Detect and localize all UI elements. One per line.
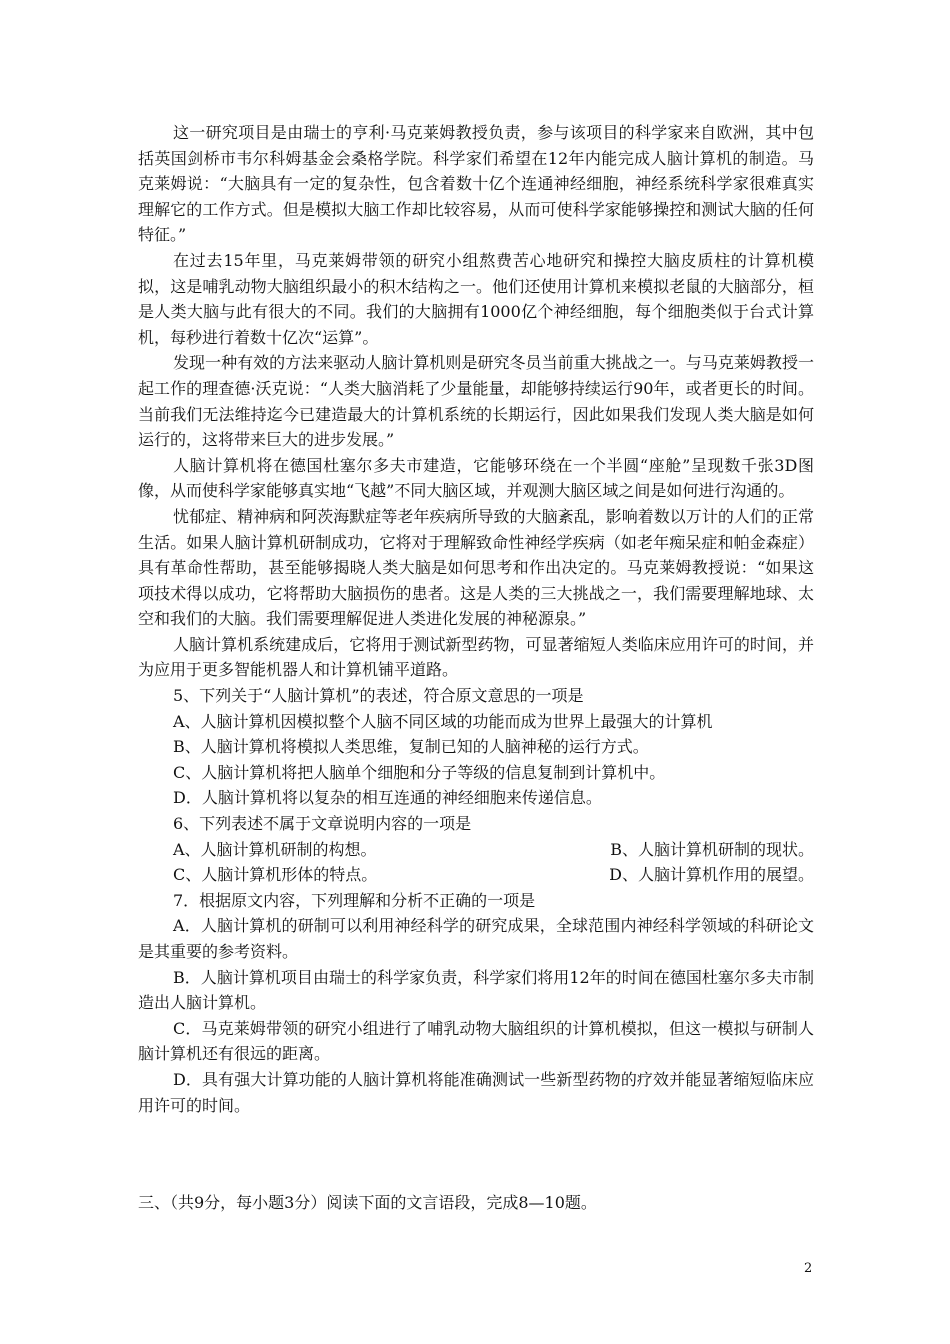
question-7-option-c: C．马克莱姆带领的研究小组进行了哺乳动物大脑组织的计算机模拟，但这一模拟与研制人脑计算机还有很远的距离。 [138,1018,814,1064]
question-6-option-b: B、人脑计算机研制的现状。 [610,839,814,859]
question-5-option-a: A、人脑计算机因模拟整个人脑不同区域的功能而成为世界上最强大的计算机 [173,711,713,731]
question-5-option-d: D．人脑计算机将以复杂的相互连通的神经细胞来传递信息。 [173,788,602,808]
question-5-option-b: B、人脑计算机将模拟人类思维，复制已知的人脑神秘的运行方式。 [173,737,649,757]
paragraph: 人脑计算机系统建成后，它将用于测试新型药物，可显著缩短人类临床应用许可的时间，并为应用于更多智能机器人和计算机铺平道路。 [138,634,814,680]
question-5-stem: 5、下列关于“人脑计算机”的表述，符合原文意思的一项是 [173,686,584,706]
page-number: 2 [804,1261,813,1276]
paragraph: 人脑计算机将在德国杜塞尔多夫市建造，它能够环绕在一个半圆“座舱”呈现数千张3D图像，从而使科学家能够真实地“飞越”不同大脑区域，并观测大脑区域之间是如何进行沟通的。 [138,455,814,501]
paragraph: 忧郁症、精神病和阿茨海默症等老年疾病所导致的大脑紊乱，影响着数以万计的人们的正常生活。如果人脑计算机研制成功，它将对于理解致命性神经学疾病（如老年痴呆症和帕金森症）具有革命性帮助，甚至能够揭晓人类大脑是如何思考和作出决定的。马克莱姆教授说：“如果这项技术得以成功，它将帮助大脑损伤的患者。这是人类的三大挑战之一，我们需要理解地球、太空和我们的大脑。我们需要理解促进人类进化发展的神秘源泉。” [138,506,814,629]
question-7-option-d: D．具有强大计算功能的人脑计算机将能准确测试一些新型药物的疗效并能显著缩短临床应用许可的时间。 [138,1069,814,1115]
paragraph: 发现一种有效的方法来驱动人脑计算机则是研究冬员当前重大挑战之一。与马克莱姆教授一起工作的理查德·沃克说：“人类大脑消耗了少量能量，却能够持续运行90年，或者更长的时间。当前我们无法维持迄今已建造最大的计算机系统的长期运行，因此如果我们发现人类大脑是如何运行的，这将带来巨大的进步发展。” [138,353,814,450]
question-6-options-row-1 [138,837,814,863]
reading-passage [138,120,814,1118]
section-3-heading: 三、（共9分，每小题3分）阅读下面的文言语段，完成8—10题。 [138,1193,597,1212]
question-6-option-d: D、人脑计算机作用的展望。 [609,865,814,885]
question-7-stem: 7．根据原文内容，下列理解和分析不正确的一项是 [173,890,536,910]
question-5-option-c: C、人脑计算机将把人脑单个细胞和分子等级的信息复制到计算机中。 [173,762,666,782]
question-6-options-row-2 [138,862,814,888]
question-6-option-a: A、人脑计算机研制的构想。 [173,839,377,859]
paragraph: 这一研究项目是由瑞士的亨利·马克莱姆教授负责，参与该项目的科学家来自欧洲，其中包括英国剑桥市韦尔科姆基金会桑格学院。科学家们希望在12年内能完成人脑计算机的制造。马克莱姆说：“大脑具有一定的复杂性，包含着数十亿个连通神经细胞，神经系统科学家很难真实理解它的工作方式。但是模拟大脑工作却比较容易，从而可使科学家能够操控和测试大脑的任何特征。” [138,123,814,245]
question-6-option-c: C、人脑计算机形体的特点。 [173,865,378,885]
question-7-option-a: A．人脑计算机的研制可以利用神经科学的研究成果，全球范围内神经科学领域的科研论文是其重要的参考资料。 [138,916,814,961]
question-6-stem: 6、下列表述不属于文章说明内容的一项是 [173,814,472,834]
question-7-option-b: B．人脑计算机项目由瑞士的科学家负责，科学家们将用12年的时间在德国杜塞尔多夫市制造出人脑计算机。 [138,967,814,1013]
paragraph: 在过去15年里，马克莱姆带领的研究小组熬费苦心地研究和操控大脑皮质柱的计算机模拟，这是哺乳动物大脑组织最小的积木结构之一。他们还使用计算机来模拟老鼠的大脑部分，桓是人类大脑与此有很大的不同。我们的大脑拥有1000亿个神经细胞，每个细胞类似于台式计算机，每秒进行着数十亿次“运算”。 [138,250,814,347]
